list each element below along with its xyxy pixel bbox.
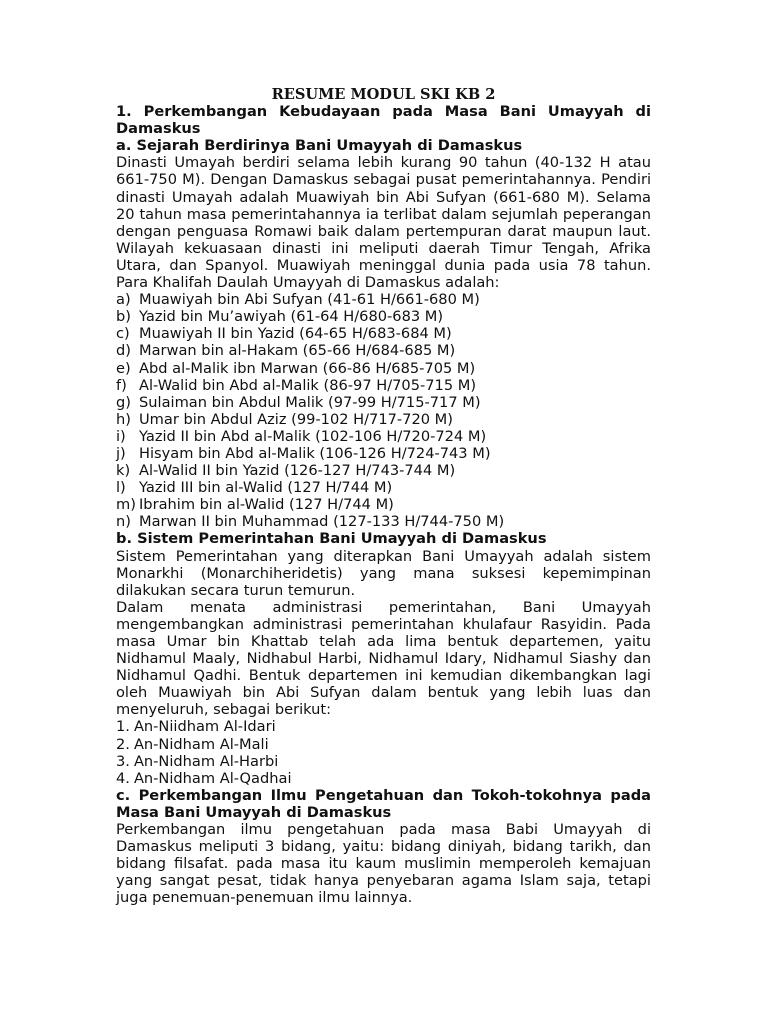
list-item-text: Al-Walid II bin Yazid (126-127 H/743-744 M): [139, 462, 456, 480]
list-marker: e): [116, 359, 131, 377]
section-1-heading: 1. Perkembangan Kebudayaan pada Masa Bani Umayyah di Damaskus: [116, 103, 651, 138]
list-marker: f): [116, 376, 127, 394]
list-item-text: Hisyam bin Abd al-Malik (106-126 H/724-743 M): [139, 444, 491, 462]
list-item-text: Yazid II bin Abd al-Malik (102-106 H/720-724 M): [139, 427, 487, 445]
subsection-b-paragraph-1: Sistem Pemerintahan yang diterapkan Bani Umayyah adalah sistem Monarkhi (Monarchiheridetis) yang mana suksesi kepemimpinan dilakukan secara turun temurun.: [116, 547, 651, 599]
list-marker: g): [116, 393, 131, 411]
list-marker: m): [116, 496, 136, 514]
list-marker: l): [116, 479, 126, 497]
subsection-b-paragraph-2: Dalam menata administrasi pemerintahan, Bani Umayyah mengembangkan administrasi pemerintahan khulafaur Rasyidin. Pada masa Umar bin Khattab telah ada lima bentuk departemen, yaitu Nidhamul Maaly, Nidhabul Harbi, Nidhamul Idary, Nidhamul Siashy dan Nidhamul Qadhi. Bentuk departemen ini kemudian dikembangkan lagi oleh Muawiyah bin Abi Sufyan dalam bentuk yang lebih luas dan menyeluruh, sebagai berikut:: [116, 598, 651, 719]
list-item: [116, 291, 651, 308]
list-item-text: Al-Walid bin Abd al-Malik (86-97 H/705-715 M): [139, 376, 477, 394]
list-item: [116, 342, 651, 359]
list-item-text: Umar bin Abdul Aziz (99-102 H/717-720 M): [139, 410, 453, 428]
list-marker: i): [116, 427, 126, 445]
list-item: [116, 360, 651, 377]
list-marker: h): [116, 410, 131, 428]
list-marker: 4.: [116, 769, 130, 787]
list-item: [116, 428, 651, 445]
list-marker: d): [116, 342, 131, 360]
subsection-b-heading: b. Sistem Pemerintahan Bani Umayyah di Damaskus: [116, 530, 547, 548]
list-item-text: An-Nidham Al-Mali: [133, 735, 269, 753]
subsection-c-paragraph: Perkembangan ilmu pengetahuan pada masa Babi Umayyah di Damaskus meliputi 3 bidang, yaitu: bidang diniyah, bidang tarikh, dan bidang filsafat. pada masa itu kaum muslimin memperoleh kemajuan yang sangat pesat, tidak hanya penyebaran agama Islam saja, tetapi juga penemuan-penemuan ilmu lainnya.: [116, 821, 651, 907]
list-item: [116, 411, 651, 428]
list-marker: 1.: [116, 718, 130, 736]
list-marker: a): [116, 291, 131, 309]
list-marker: j): [116, 444, 126, 462]
list-item: [116, 718, 651, 735]
list-item-text: Marwan II bin Muhammad (127-133 H/744-750 M): [139, 513, 505, 531]
list-item-text: Yazid bin Mu’awiyah (61-64 H/680-683 M): [139, 308, 444, 326]
list-item-text: Sulaiman bin Abdul Malik (97-99 H/715-717 M): [139, 393, 481, 411]
list-item: [116, 325, 651, 342]
list-item: [116, 770, 651, 787]
list-item: [116, 736, 651, 753]
list-item-text: Muawiyah bin Abi Sufyan (41-61 H/661-680 M): [139, 291, 480, 309]
list-item-text: An-Nidham Al-Harbi: [133, 752, 279, 770]
list-item-text: An-Niidham Al-Idari: [133, 718, 276, 736]
list-marker: 3.: [116, 752, 130, 770]
list-item: [116, 377, 651, 394]
list-item: [116, 394, 651, 411]
document-page: [116, 86, 651, 907]
list-marker: 2.: [116, 735, 130, 753]
list-item: [116, 308, 651, 325]
list-item-text: Abd al-Malik ibn Marwan (66-86 H/685-705 M): [139, 359, 476, 377]
list-item-text: Ibrahim bin al-Walid (127 H/744 M): [139, 496, 394, 514]
list-item-text: Yazid III bin al-Walid (127 H/744 M): [139, 479, 393, 497]
list-item: [116, 445, 651, 462]
subsection-a-heading: a. Sejarah Berdirinya Bani Umayyah di Damaskus: [116, 137, 523, 155]
list-marker: k): [116, 462, 131, 480]
list-item: [116, 753, 651, 770]
list-item: [116, 513, 651, 530]
list-item-text: Muawiyah II bin Yazid (64-65 H/683-684 M): [139, 325, 452, 343]
list-marker: b): [116, 308, 131, 326]
list-marker: c): [116, 325, 130, 343]
department-list: [116, 718, 651, 786]
list-item: [116, 479, 651, 496]
list-item-text: An-Nidham Al-Qadhai: [133, 769, 292, 787]
subsection-a-paragraph: Dinasti Umayah berdiri selama lebih kurang 90 tahun (40-132 H atau 661-750 M). Dengan Damaskus sebagai pusat pemerintahannya. Pendiri dinasti Umayah adalah Muawiyah bin Abi Sufyan (661-680 M). Selama 20 tahun masa pemerintahannya ia terlibat dalam sejumlah peperangan dengan penguasa Romawi baik dalam pertempuran darat maupun laut. Wilayah kekuasaan dinasti ini meliputi daerah Timur Tengah, Afrika Utara, dan Spanyol. Muawiyah meninggal dunia pada usia 78 tahun. Para Khalifah Daulah Umayyah di Damaskus adalah:: [116, 154, 651, 292]
document-title: RESUME MODUL SKI KB 2: [271, 86, 496, 103]
subsection-c-heading: c. Perkembangan Ilmu Pengetahuan dan Tokoh-tokohnya pada Masa Bani Umayyah di Damaskus: [116, 786, 651, 821]
list-marker: n): [116, 513, 131, 531]
list-item-text: Marwan bin al-Hakam (65-66 H/684-685 M): [139, 342, 456, 360]
list-item: [116, 462, 651, 479]
caliph-list: [116, 291, 651, 530]
list-item: [116, 496, 651, 513]
